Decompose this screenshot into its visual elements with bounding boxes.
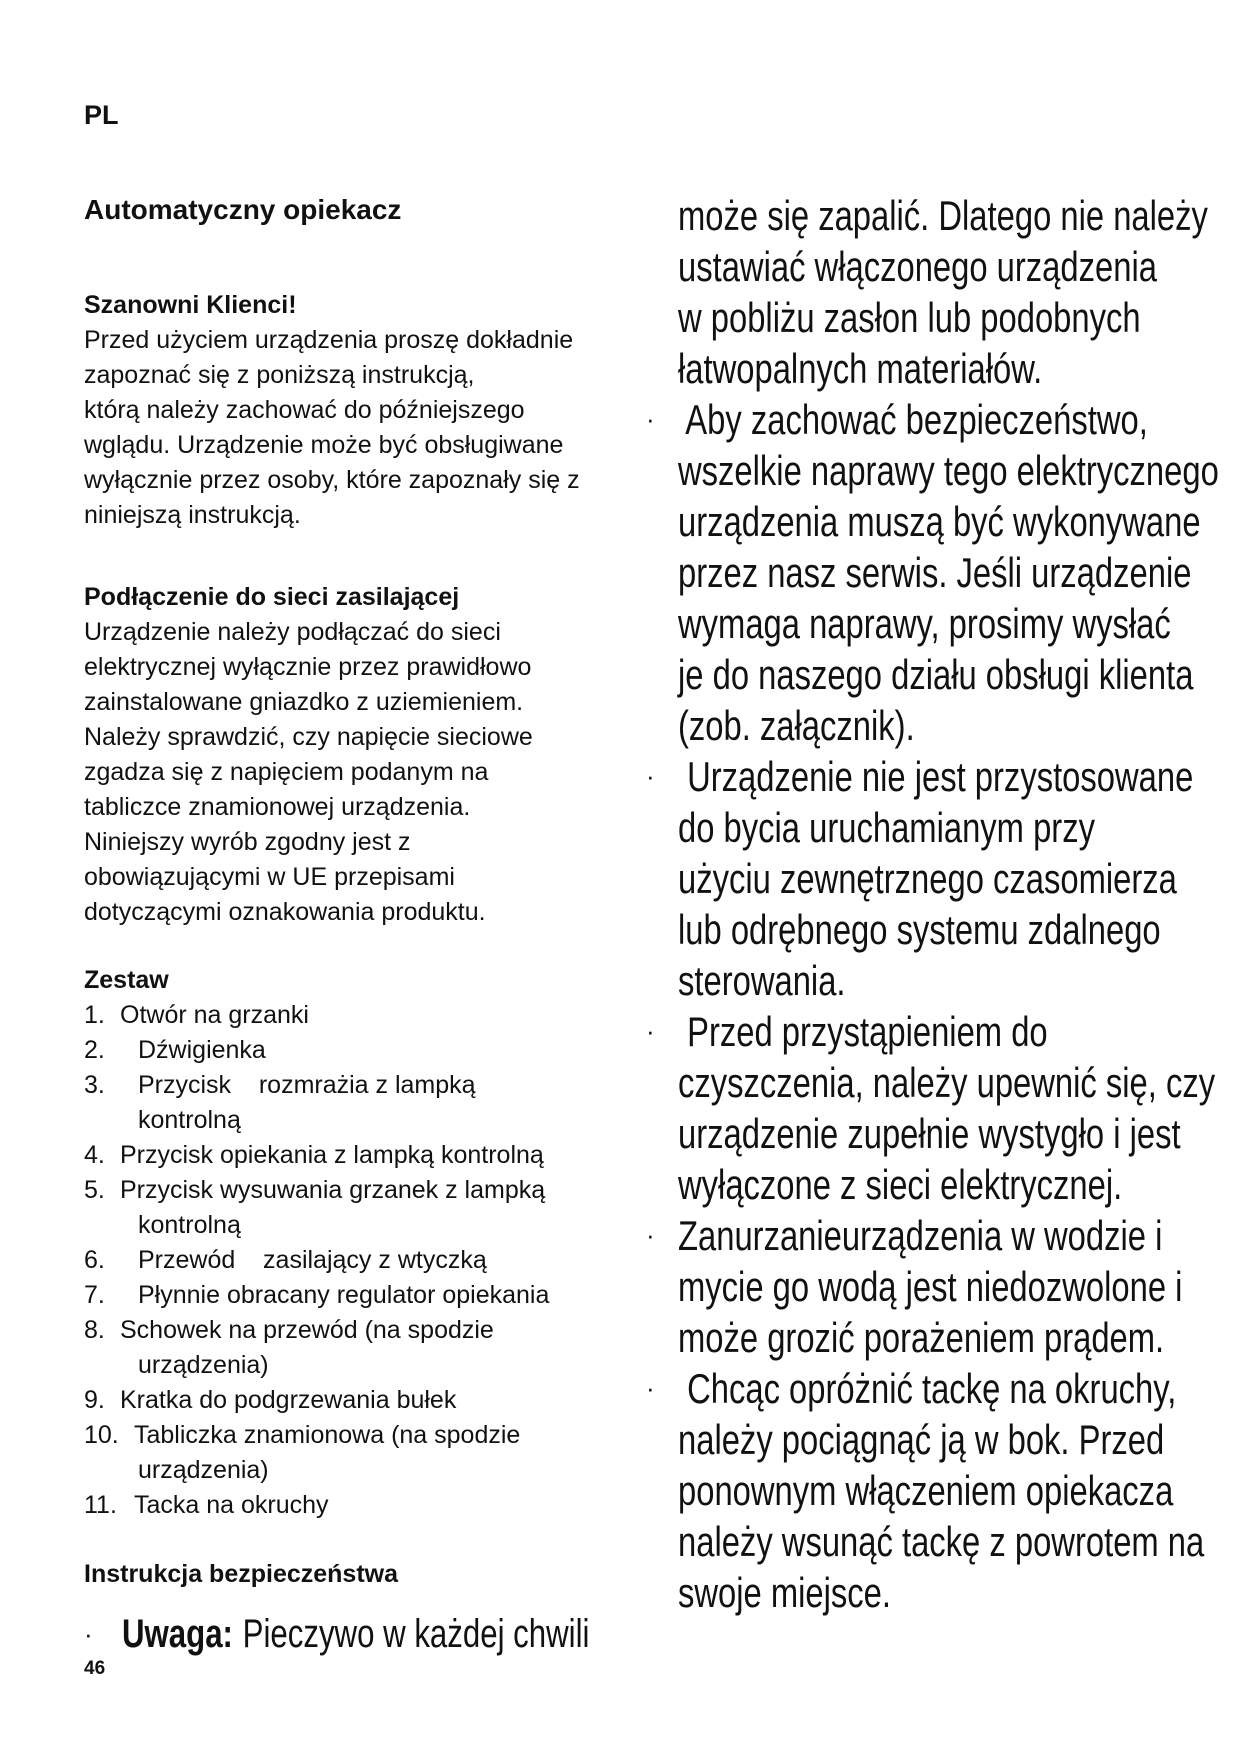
safety-text-line: ustawiać włączonego urządzenia <box>678 243 1157 290</box>
bullet-icon: · <box>646 1016 655 1046</box>
list-item-number: 4. <box>84 1141 105 1169</box>
power-line: zainstalowane gniazdko z uziemieniem. <box>84 688 524 716</box>
power-line: zgadza się z napięciem podanym na <box>84 758 489 786</box>
bullet-icon: · <box>646 1220 655 1250</box>
list-item-text: Tacka na okruchy <box>134 1491 329 1519</box>
safety-text-line: mycie go wodą jest niedozwolone i <box>678 1263 1183 1310</box>
warning-text: Pieczywo w każdej chwili <box>234 1612 590 1656</box>
safety-text-line: czyszczenia, należy upewnić się, czy <box>678 1059 1216 1106</box>
list-item-number: 2. <box>84 1036 105 1064</box>
power-line: tabliczce znamionowej urządzenia. <box>84 793 471 821</box>
list-item <box>84 998 644 1033</box>
list-item <box>84 1418 644 1453</box>
warning-label: Uwaga: <box>122 1612 233 1656</box>
bullet-icon: · <box>84 1619 93 1649</box>
list-item <box>84 1068 644 1103</box>
power-line: Należy sprawdzić, czy napięcie sieciowe <box>84 723 533 751</box>
safety-text-line: przez nasz serwis. Jeśli urządzenie <box>678 549 1192 596</box>
list-item-text: Kratka do podgrzewania bułek <box>120 1386 457 1414</box>
safety-text-line: należy wsunąć tackę z powrotem na <box>678 1518 1205 1565</box>
safety-text-line: (zob. załącznik). <box>678 702 915 749</box>
safety-text-line: łatwopalnych materiałów. <box>678 345 1043 392</box>
kit-section <box>84 963 644 1523</box>
safety-text-line: w pobliżu zasłon lub podobnych <box>678 294 1141 341</box>
list-item-number: 1. <box>84 1001 105 1029</box>
safety-text-line: Chcąc opróżnić tackę na okruchy, <box>678 1365 1177 1412</box>
bullet-icon: · <box>646 404 655 434</box>
list-item-text: Dźwigienka <box>138 1036 266 1064</box>
safety-text-line: użyciu zewnętrznego czasomierza <box>678 855 1177 902</box>
bullet-icon: · <box>646 1373 655 1403</box>
intro-line: zapoznać się z poniższą instrukcją, <box>84 361 475 389</box>
intro-line: wyłącznie przez osoby, które zapoznały się z <box>84 466 580 494</box>
list-item <box>84 1243 644 1278</box>
list-item-text: Otwór na grzanki <box>120 1001 309 1029</box>
safety-text-line: może grozić porażeniem prądem. <box>678 1314 1165 1361</box>
power-line: obowiązującymi w UE przepisami <box>84 863 455 891</box>
list-item-text: Przewód zasilający z wtyczką <box>138 1246 487 1274</box>
safety-text-line: Urządzenie nie jest przystosowane <box>678 753 1194 800</box>
safety-text-line: lub odrębnego systemu zdalnego <box>678 906 1161 953</box>
list-item <box>84 1033 644 1068</box>
list-item <box>84 1278 644 1313</box>
list-item-text: Przycisk opiekania z lampką kontrolną <box>120 1141 544 1169</box>
list-item-number: 7. <box>84 1281 105 1309</box>
safety-text-line: wymaga naprawy, prosimy wysłać <box>678 600 1171 647</box>
list-item-continuation: kontrolną <box>138 1106 241 1134</box>
warning-line <box>84 1610 690 1658</box>
bullet-icon: · <box>646 761 655 791</box>
intro-line: wglądu. Urządzenie może być obsługiwane <box>84 431 564 459</box>
intro-line: którą należy zachować do późniejszego <box>84 396 525 424</box>
page-title: Automatyczny opiekacz <box>84 194 402 225</box>
list-item-number: 9. <box>84 1386 105 1414</box>
power-line: Urządzenie należy podłączać do sieci <box>84 618 501 646</box>
page-number: 46 <box>84 1658 106 1679</box>
safety-text-line: sterowania. <box>678 957 846 1004</box>
power-line: dotyczącymi oznakowania produktu. <box>84 898 486 926</box>
intro-line: Przed użyciem urządzenia proszę dokładnie <box>84 326 574 354</box>
power-heading: Podłączenie do sieci zasilającej <box>84 583 460 611</box>
language-code: PL <box>84 100 119 130</box>
list-item-number: 5. <box>84 1176 105 1204</box>
safety-text-line: urządzenia muszą być wykonywane <box>678 498 1201 545</box>
list-item-number: 3. <box>84 1071 105 1099</box>
list-item-text: Przycisk rozmrażia z lampką <box>138 1071 476 1099</box>
list-item-text: Schowek na przewód (na spodzie <box>120 1316 494 1344</box>
right-column <box>678 190 1219 1618</box>
list-item <box>84 1488 644 1523</box>
power-line: elektrycznej wyłącznie przez prawidłowo <box>84 653 532 681</box>
list-item-number: 8. <box>84 1316 105 1344</box>
safety-text-line: swoje miejsce. <box>678 1569 892 1616</box>
safety-text-line: wyłączone z sieci elektrycznej. <box>678 1161 1123 1208</box>
safety-text-line: może się zapalić. Dlatego nie należy <box>678 192 1208 239</box>
safety-text-line: je do naszego działu obsługi klienta <box>678 651 1194 698</box>
safety-text-line: do bycia uruchamianym przy <box>678 804 1095 851</box>
list-item-continuation: urządzenia) <box>138 1456 269 1484</box>
safety-text-line: Przed przystąpieniem do <box>678 1008 1048 1055</box>
safety-heading: Instrukcja bezpieczeństwa <box>84 1560 399 1588</box>
list-item <box>84 1173 644 1208</box>
list-item <box>84 1313 644 1348</box>
list-item-text: Płynnie obracany regulator opiekania <box>138 1281 550 1309</box>
list-item-continuation: urządzenia) <box>138 1351 269 1379</box>
list-item-text: Tabliczka znamionowa (na spodzie <box>134 1421 521 1449</box>
list-item-number: 11. <box>84 1491 117 1519</box>
safety-text-line: wszelkie naprawy tego elektrycznego <box>678 447 1219 494</box>
list-item <box>84 1138 644 1173</box>
intro-line: niniejszą instrukcją. <box>84 501 301 529</box>
list-item-continuation: kontrolną <box>138 1211 241 1239</box>
kit-heading: Zestaw <box>84 966 169 994</box>
power-line: Niniejszy wyrób zgodny jest z <box>84 828 411 856</box>
safety-text-line: urządzenie zupełnie wystygło i jest <box>678 1110 1181 1157</box>
list-item <box>84 1383 644 1418</box>
intro-heading: Szanowni Klienci! <box>84 291 297 319</box>
safety-text-line: należy pociągnąć ją w bok. Przed <box>678 1416 1165 1463</box>
list-item-text: Przycisk wysuwania grzanek z lampką <box>120 1176 546 1204</box>
safety-text-line: Aby zachować bezpieczeństwo, <box>678 396 1148 443</box>
power-section <box>84 580 644 930</box>
safety-text-line: Zanurzanieurządzenia w wodzie i <box>678 1212 1163 1259</box>
list-item-number: 10. <box>84 1421 119 1449</box>
list-item-number: 6. <box>84 1246 105 1274</box>
safety-text-line: ponownym włączeniem opiekacza <box>678 1467 1174 1514</box>
intro-section <box>84 288 644 533</box>
